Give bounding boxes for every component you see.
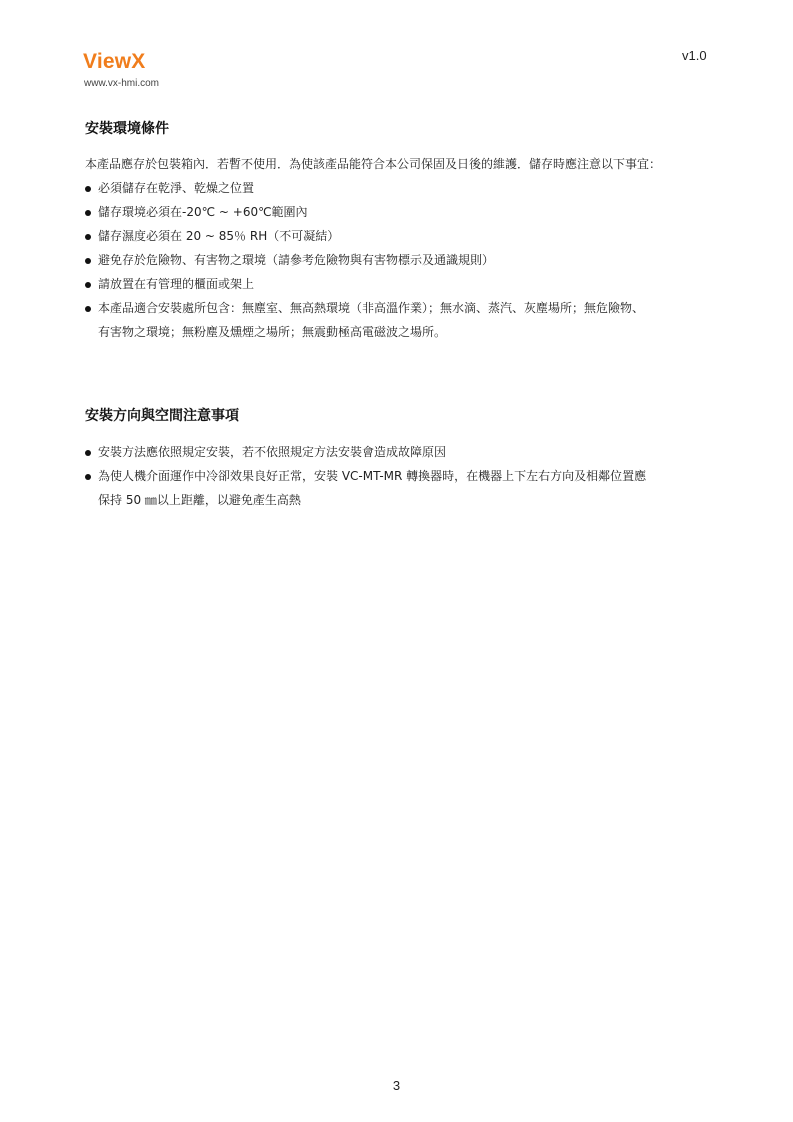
list-item-text: 必須儲存在乾淨、乾燥之位置 [98, 181, 255, 195]
orientation-notes-list [85, 444, 715, 516]
bullet-dot-icon [85, 186, 91, 192]
list-item-text: 為使人機介面運作中冷卻效果良好正常，安裝 VC-MT-MR 轉換器時，在機器上下左右方向及相鄰位置應 [98, 469, 647, 483]
list-item-text: 儲存濕度必須在 20 ~ 85％ RH（不可凝結） [98, 229, 340, 243]
list-item-text: 保持 50 ㎜以上距離，以避免產生高熱 [98, 493, 301, 507]
section-intro-paragraph: 本產品應存於包裝箱內．若暫不使用．為使該產品能符合本公司保固及日後的維護．儲存時應注意以下事宜： [85, 157, 662, 171]
list-item [85, 252, 715, 268]
bullet-dot-icon [85, 282, 91, 288]
list-item [85, 228, 715, 244]
list-item [85, 204, 715, 220]
list-item [85, 276, 715, 292]
section-title-install-environment: 安裝環境條件 [85, 121, 169, 137]
viewx-logo: ViewX [83, 50, 146, 73]
bullet-dot-icon [85, 474, 91, 480]
list-item-text: 儲存環境必須在-20℃ ~ +60℃範圍內 [98, 205, 308, 219]
list-item [85, 180, 715, 196]
bullet-dot-icon [85, 306, 91, 312]
bullet-dot-icon [85, 210, 91, 216]
list-item-text: 請放置在有管理的櫃面或架上 [98, 277, 255, 291]
bullet-dot-icon [85, 450, 91, 456]
bullet-dot-icon [85, 234, 91, 240]
list-item-text: 有害物之環境；無粉塵及燻煙之場所；無震動極高電磁波之場所。 [98, 325, 447, 339]
list-item-text: 避免存於危險物、有害物之環境（請參考危險物與有害物標示及通識規則） [98, 253, 495, 267]
version-label: v1.0 [682, 48, 707, 63]
list-item [85, 444, 715, 460]
section-title-install-orientation: 安裝方向與空間注意事項 [85, 408, 239, 424]
website-url: www.vx-hmi.com [84, 78, 160, 89]
bullet-dot-icon [85, 258, 91, 264]
list-item-text: 本產品適合安裝處所包含：無塵室、無高熱環境（非高溫作業）；無水滴、蒸汽、灰塵場所；無危險物、 [98, 301, 645, 315]
list-item-text: 安裝方法應依照規定安裝，若不依照規定方法安裝會造成故障原因 [98, 445, 447, 459]
list-item [85, 300, 715, 340]
environment-conditions-list [85, 180, 715, 348]
page-number: 3 [392, 1078, 401, 1093]
list-item [85, 468, 715, 508]
